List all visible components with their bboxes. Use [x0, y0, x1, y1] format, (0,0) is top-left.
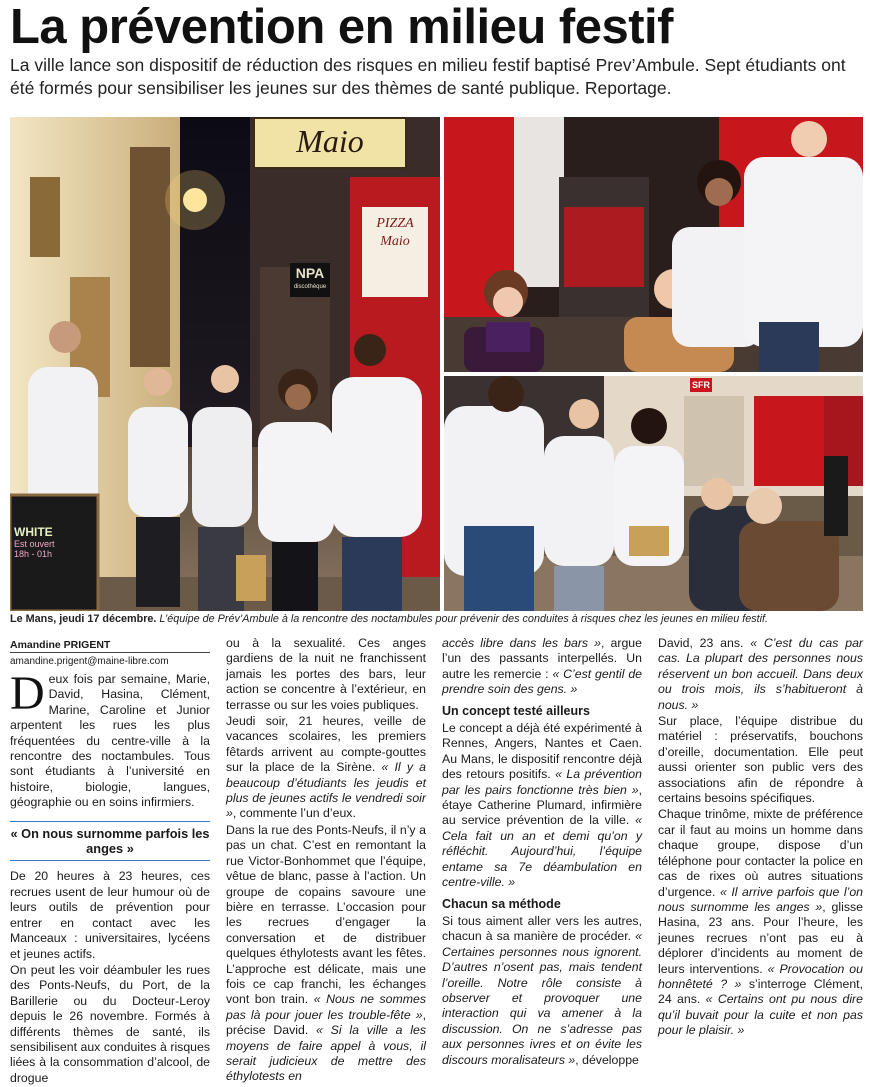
col3-p3-quote: « Certaines personnes nous ignorent. D’autres n’osent pas, mais tendent l’oreille. Notre rôle consiste à observer et provoquer une interaction qui va amener à la discussion. On ne s’adresse pas aux personnes ivres et on évite les discours moralisateurs » [442, 929, 642, 1067]
col3-p1-quote: « C’est gentil de prendre soin des gens. » [442, 666, 642, 697]
caption-text: L’équipe de Prév’Ambule à la rencontre des noctambules pour prévenir des conduites à risques chez les jeunes en milieu festif. [156, 613, 768, 625]
col1-p1-text: eux fois par semaine, Marie, David, Hasina, Clément, Marine, Caroline et Junior arpentent les rues les plus fréquentées du centre-ville à la rencontre des noctambules. Tous sont étudiants à l’université en histoire, biologie, langues, géographie ou en soins infirmiers. [10, 672, 210, 810]
intertitle-anges: « On nous surnomme parfois les anges » [10, 821, 210, 862]
photo-street [444, 376, 863, 611]
article-chapo: La ville lance son dispositif de réduction des risques en milieu festif baptisé Prev’Ambule. Sept étudiants ont été formés pour sensibiliser les jeunes sur des thèmes de santé publique. Reportage. [10, 55, 846, 98]
caption-place: Le Mans, jeudi 17 décembre. [10, 613, 157, 625]
sign-maio-top: Maio [253, 117, 407, 169]
col4-p3: Chaque trinôme, mixte de préférence car il faut au moins un homme dans chaque groupe, dispose d’un téléphone pour contacter la police en cas de rixes où autres situations d’urgence. [658, 807, 863, 899]
col3-p2-quote2: « Cela fait un an et demi qu’on y réfléchit. Aujourd’hui, l’équipe entame sa 7e déambulation en centre-ville. » [442, 813, 642, 890]
byline-rule [10, 652, 210, 653]
col4-paragraph-2: Sur place, l’équipe distribue du matériel : préservatifs, bouchons d’oreille, documentation. Elle peut aussi orienter son public vers des associations afin de répondre à certains besoins spécifiques. [658, 714, 863, 806]
col2-p3: Dans la rue des Ponts-Neufs, il n’y a pas un chat. C’est en remontant la rue Victor-Bonhommet que l’équipe, vêtue de blanc, passe à l’action. Un groupe de copains savoure une bière en terrasse. L’occasion pour les recrues d’engager la conversation et de distribuer quelques éthylotests avant les fêtes. L’approche est délicate, mais une fois ce cap franchi, les échanges vont bon train. [226, 822, 426, 1007]
col1-paragraph-2: De 20 heures à 23 heures, ces recrues usent de leur humour où de leurs outils de prévention pour entrer en contact avec les Manceaux : universitaires, lycéens et jeunes actifs. [10, 869, 210, 961]
sign-npa-sub: discothèque [293, 284, 327, 290]
subhead-methode: Chacun sa méthode [442, 896, 561, 911]
sfr-shop-sign: SFR [692, 380, 710, 390]
col2-p3-quote2: « Si la ville a les moyens de faire appel à vous, il serait judicieux de mettre des éthylotests en [226, 1023, 426, 1084]
col3-p3: Si tous aiment aller vers les autres, chacun à sa manière de procéder. [442, 913, 642, 944]
article-title: La prévention en milieu festif [10, 0, 673, 54]
col4-paragraph-3 [658, 807, 863, 1038]
sign-npa [290, 263, 330, 297]
sign-npa-label: NPA [295, 265, 325, 281]
col2-p2c: , commente l’un d’eux. [232, 806, 356, 821]
col3-p2: Le concept a déjà été expérimenté à Rennes, Angers, Nantes et Caen. Au Mans, le dispositif rencontre déjà des retours positifs. [442, 721, 642, 782]
col3-p2c: , étaye Catherine Plumard, infirmière au service prévention de la ville. [442, 782, 642, 828]
col3-paragraph-2 [442, 721, 642, 890]
chalkboard-title: WHITE [14, 525, 53, 539]
col2-paragraph-3 [226, 823, 426, 1085]
chalkboard-text [14, 525, 94, 559]
col4-p3c: , glisse Hasina, 23 ans. Pour l’heure, les jeunes recrues n’ont pas eu à déplorer d’incidents au moment de leurs interventions. [658, 899, 863, 976]
col2-p3-quote: « Nous ne sommes pas là pour jouer les trouble-fête » [226, 992, 426, 1022]
col4-p1-quote: « C’est du cas par cas. La plupart des personnes nous réservent un bon accueil. Dans deux ou trois mois, ils s’habitueront à nous. » [658, 636, 864, 712]
col1-paragraph-3: On peut les voir déambuler les rues des Ponts-Neufs, du Port, de la Barillerie ou du Docteur-Leroy depuis le 26 novembre. Formés à différents thèmes de santé, ils sensibilisent aux conduites à risques liées à la consommation d’alcool, de drogue [10, 962, 210, 1085]
col2-p3c: , précise David. [226, 1007, 426, 1038]
column-2 [226, 636, 426, 1086]
author-name: Amandine PRIGENT [10, 639, 111, 651]
column-4 [658, 636, 863, 1040]
drop-cap: D [10, 667, 45, 720]
col4-p3-quote: « Il arrive parfois que l’on nous surnomme les anges » [658, 884, 864, 914]
photo-street-scene [444, 376, 863, 611]
col4-p1a: David, 23 ans. [658, 636, 751, 650]
chalkboard-line2: 18h - 01h [14, 549, 53, 559]
photo-terrace [444, 117, 863, 372]
col2-paragraph-2 [226, 714, 426, 822]
col3-p2-quote: « La prévention par les pairs fonctionne très bien » [442, 767, 642, 797]
col1-paragraph-1 [10, 667, 210, 811]
col3-paragraph-3 [442, 914, 642, 1068]
col3-p3c: , développe [575, 1052, 639, 1067]
photo-terrace-scene [444, 117, 863, 372]
author-email[interactable]: amandine.prigent@maine-libre.com [10, 656, 169, 667]
sign-pizza-maio: PIZZA Maio [376, 216, 414, 249]
col3-paragraph-1 [442, 636, 642, 698]
chalkboard-line1: Est ouvert [14, 539, 55, 549]
column-3 [442, 636, 642, 1069]
col4-p3-quote3: « Certains ont pu nous dire qu’il buvait pour la cuite et non pas pour le plaisir. » [658, 992, 863, 1038]
col4-paragraph-1 [658, 636, 863, 713]
subhead-concept: Un concept testé ailleurs [442, 703, 590, 718]
col2-p2-quote: « Il y a beaucoup d’étudiants les jeudis et plus de jeunes actifs le vendredi soir » [226, 760, 426, 821]
column-1 [10, 667, 210, 1087]
col4-p3-quote2: « Provocation ou honnêteté ? » [658, 961, 863, 991]
photo-caption [10, 612, 866, 626]
col2-paragraph-1: ou à la sexualité. Ces anges gardiens de la nuit ne franchissent jamais les portes des bars, leur action se concentre à l’extérieur, en terrasse ou sur les voies publiques. [226, 636, 426, 712]
col4-p3c2: s’interroge Clément, 24 ans. [658, 976, 864, 1007]
col3-p1a: accès libre dans les bars » [442, 636, 602, 650]
col2-p2a: Jeudi soir, 21 heures, veille de vacances scolaires, les premiers fêtards arrivent au compte-gouttes sur la place de la Sirène. [226, 714, 426, 775]
main-photo [10, 117, 440, 611]
col3-p1b: , argue l’un des passants interpellés. Un autre les remercie : [442, 636, 642, 681]
